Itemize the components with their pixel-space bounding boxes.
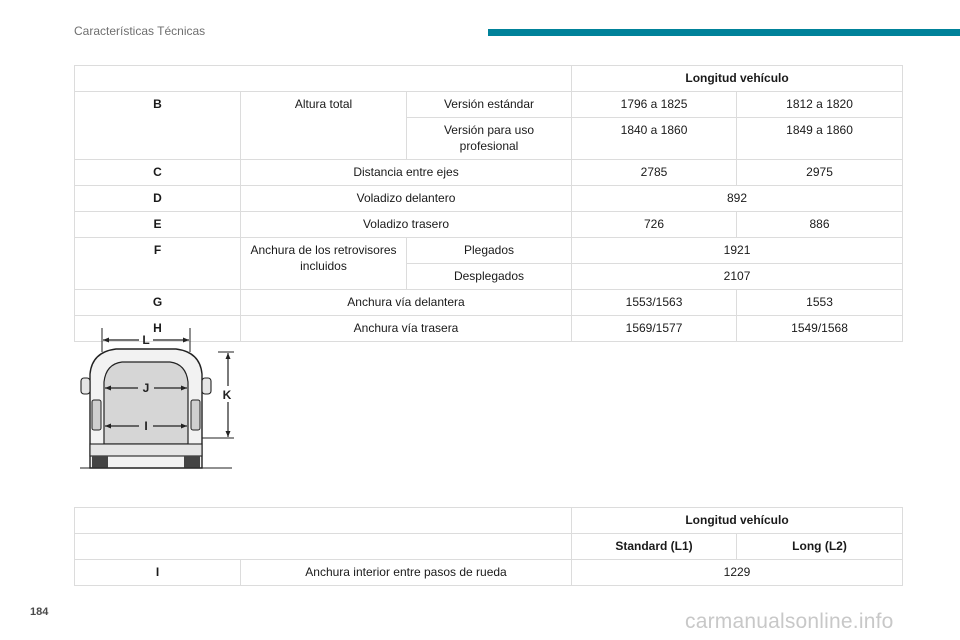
row-key: F — [75, 238, 241, 290]
value-cell: 2975 — [737, 160, 903, 186]
l-label: L — [142, 333, 150, 347]
row-key: H — [75, 316, 241, 342]
row-key: G — [75, 290, 241, 316]
value-cell: 1849 a 1860 — [737, 118, 903, 160]
row-label: Anchura de los retrovisores incluidos — [241, 238, 407, 290]
row-key: I — [75, 560, 241, 586]
value-cell: 1921 — [572, 238, 903, 264]
wheel-left — [92, 456, 108, 468]
row-key: E — [75, 212, 241, 238]
sub-label: Plegados — [407, 238, 572, 264]
row-label: Voladizo delantero — [241, 186, 572, 212]
l-arrowhead-left — [103, 338, 109, 343]
row-label: Anchura vía delantera — [241, 290, 572, 316]
mirror-right — [202, 378, 211, 394]
wheel-right — [184, 456, 200, 468]
table-row — [75, 212, 903, 238]
rear-light-right — [191, 400, 200, 430]
value-cell: 2785 — [572, 160, 737, 186]
sub-label: Versión para uso profesional — [407, 118, 572, 160]
rear-bumper — [90, 444, 202, 456]
row-key: D — [75, 186, 241, 212]
rear-view-diagram — [72, 322, 248, 474]
row-label: Distancia entre ejes — [241, 160, 572, 186]
value-cell: 726 — [572, 212, 737, 238]
table-row — [75, 534, 903, 560]
empty-cell — [75, 66, 572, 92]
page-number: 184 — [30, 606, 49, 618]
row-key: C — [75, 160, 241, 186]
i-label: I — [144, 419, 148, 433]
j-label: J — [142, 381, 150, 395]
column-group-header: Longitud vehículo — [572, 66, 903, 92]
k-arrowhead-top — [226, 353, 231, 359]
value-cell: 1796 a 1825 — [572, 92, 737, 118]
table-row — [75, 290, 903, 316]
mirror-left — [81, 378, 90, 394]
dimensions-table-2 — [74, 507, 903, 586]
table-row — [75, 92, 903, 118]
van-rear-view-illustration — [72, 322, 248, 474]
row-label: Voladizo trasero — [241, 212, 572, 238]
value-cell: 1812 a 1820 — [737, 92, 903, 118]
value-cell: 1553/1563 — [572, 290, 737, 316]
column-header-standard: Standard (L1) — [572, 534, 737, 560]
k-arrowhead-bottom — [226, 431, 231, 437]
value-cell: 2107 — [572, 264, 903, 290]
header-accent-bar — [488, 29, 960, 36]
row-label: Altura total — [241, 92, 407, 160]
empty-cell — [75, 508, 572, 534]
value-cell: 1549/1568 — [737, 316, 903, 342]
watermark: carmanualsonline.info — [685, 610, 894, 633]
value-cell: 1840 a 1860 — [572, 118, 737, 160]
value-cell: 1229 — [572, 560, 903, 586]
value-cell: 892 — [572, 186, 903, 212]
table-row — [75, 186, 903, 212]
table-row — [75, 66, 903, 92]
row-label: Anchura interior entre pasos de rueda — [241, 560, 572, 586]
table-row — [75, 238, 903, 264]
dimensions-table-1 — [74, 65, 903, 342]
row-label: Anchura vía trasera — [241, 316, 572, 342]
value-cell: 1569/1577 — [572, 316, 737, 342]
row-key: B — [75, 92, 241, 160]
section-title: Características Técnicas — [74, 24, 206, 38]
k-label: K — [222, 388, 232, 402]
l-arrowhead-right — [183, 338, 189, 343]
empty-cell — [75, 534, 572, 560]
rear-light-left — [92, 400, 101, 430]
column-group-header: Longitud vehículo — [572, 508, 903, 534]
value-cell: 1553 — [737, 290, 903, 316]
value-cell: 886 — [737, 212, 903, 238]
sub-label: Versión estándar — [407, 92, 572, 118]
column-header-long: Long (L2) — [737, 534, 903, 560]
table-row — [75, 160, 903, 186]
table-row — [75, 560, 903, 586]
sub-label: Desplegados — [407, 264, 572, 290]
table-row — [75, 508, 903, 534]
